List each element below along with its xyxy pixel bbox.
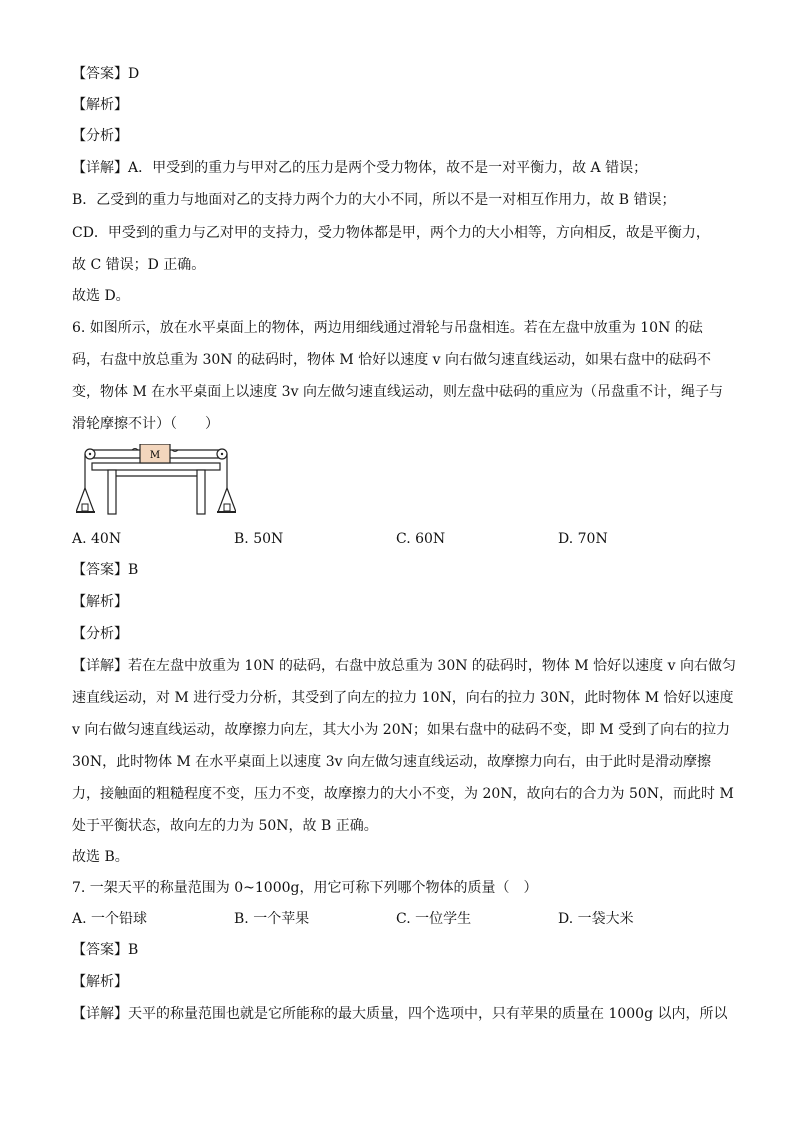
q6-stem-line-2: 码，右盘中放总重为 30N 的砝码时，物体 M 恰好以速度 v 向右做匀速直线运动，如果右盘中的砝码不: [72, 352, 712, 368]
q7-option-d: D. 一袋大米: [558, 911, 634, 927]
q6-option-c: C. 60N: [396, 531, 446, 547]
q7-answer: 【答案】B: [72, 942, 139, 958]
q6-detail-line-2: 速直线运动，对 M 进行受力分析，其受到了向左的拉力 10N，向右的拉力 30N，此时物体 M 恰好以速度: [72, 690, 734, 706]
q6-detail-line-1: 【详解】若在左盘中放重为 10N 的砝码，右盘中放总重为 30N 的砝码时，物体 M 恰好以速度 v 向右做匀: [72, 658, 736, 674]
q6-detail-line-4: 30N，此时物体 M 在水平桌面上以速度 3v 向左做匀速直线运动，故摩擦力向右，由于此时是滑动摩擦: [72, 754, 712, 770]
q6-jiexi-heading: 【解析】: [72, 594, 128, 610]
q6-answer: 【答案】B: [72, 562, 139, 578]
q5-detail-line-2: B．乙受到的重力与地面对乙的支持力两个力的大小不同，所以不是一对相互作用力，故 B 错误；: [72, 192, 676, 208]
q5-jiexi-heading: 【解析】: [72, 97, 128, 113]
q7-jiexi-heading: 【解析】: [72, 974, 128, 990]
q5-detail-line-4: 故 C 错误；D 正确。: [72, 257, 206, 273]
q6-option-a: A. 40N: [72, 531, 122, 547]
q6-choose: 故选 B。: [72, 849, 129, 865]
q5-choose: 故选 D。: [72, 288, 130, 304]
q6-detail-line-5: 力，接触面的粗糙程度不变，压力不变，故摩擦力的大小不变，为 20N，故向右的合力为 50N，而此时 M: [72, 786, 734, 802]
q5-answer: 【答案】D: [72, 66, 140, 82]
q7-option-c: C. 一位学生: [396, 911, 472, 927]
q6-option-d: D. 70N: [558, 531, 608, 547]
q6-block-label: M: [149, 450, 161, 461]
q6-option-b: B. 50N: [234, 531, 284, 547]
q6-fenxi-heading: 【分析】: [72, 626, 128, 642]
q7-option-a: A. 一个铅球: [72, 911, 148, 927]
q5-detail-line-3: CD．甲受到的重力与乙对甲的支持力，受力物体都是甲，两个力的大小相等，方向相反，故是平衡力，: [72, 225, 710, 241]
q5-detail-line-1: 【详解】A．甲受到的重力与甲对乙的压力是两个受力物体，故不是一对平衡力，故 A 错误；: [72, 160, 648, 176]
q6-detail-line-6: 处于平衡状态，故向左的力为 50N，故 B 正确。: [72, 818, 378, 834]
q6-detail-line-3: v 向右做匀速直线运动，故摩擦力向左，其大小为 20N；如果右盘中的砝码不变，即 M 受到了向右的拉力: [72, 722, 731, 738]
q6-stem-line-4: 滑轮摩擦不计）（ ）: [72, 416, 219, 432]
q6-stem-line-1: 6. 如图所示，放在水平桌面上的物体，两边用细线通过滑轮与吊盘相连。若在左盘中放重为 10N 的砝: [72, 320, 703, 336]
q6-stem-line-3: 变，物体 M 在水平桌面上以速度 3v 向左做匀速直线运动，则左盘中砝码的重应为（吊盘重不计，绳子与: [72, 384, 723, 400]
q7-detail-line-1: 【详解】天平的称量范围也就是它所能称的最大质量，四个选项中，只有苹果的质量在 1000g 以内，所以: [72, 1006, 728, 1022]
q7-stem: 7. 一架天平的称量范围为 0~1000g，用它可称下列哪个物体的质量（ ）: [72, 880, 538, 896]
q5-fenxi-heading: 【分析】: [72, 128, 128, 144]
q7-option-b: B. 一个苹果: [234, 911, 310, 927]
q6-pulley-figure: [76, 444, 236, 524]
